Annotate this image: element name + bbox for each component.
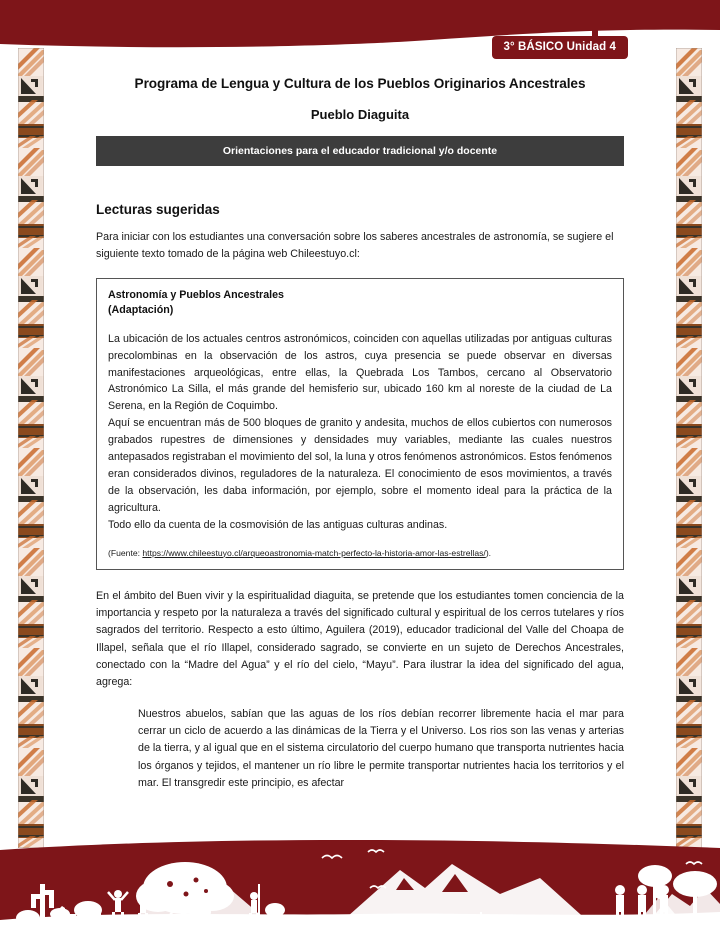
unit-badge: 3° BÁSICO Unidad 4 <box>492 36 628 59</box>
quote-paragraph: Nuestros abuelos, sabían que las aguas de los ríos debían recorrer libremente hacia el mar para cerrar un ciclo de acuerdo a las dinámicas de la Tierra y el Universo. Los rios son las venas y arterias de la tierra, y al igual que en el sistema circulatorio del cuerpo humano que transporta nutrientes hacia los órganos y tejidos, el mantener un río libre le permite transportar nutrientes hacia los territorios y el mar. El transgredir este principio, es afectar <box>138 707 624 789</box>
reading-box-title <box>108 288 612 319</box>
intro-paragraph: Para iniciar con los estudiantes una conversación sobre los saberes ancestrales de astronomía, se sugiere el siguiente texto tomado de la página web Chileestuyo.cl: <box>96 231 614 261</box>
reading-box-title-line1: Astronomía y Pueblos Ancestrales <box>108 288 285 301</box>
body-paragraph: En el ámbito del Buen vivir y la espiritualidad diaguita, se pretende que los estudiantes tomen conciencia de la importancia y respeto por la naturaleza a través del significado cultural y espiritual de los cerros tutelares y ríos sagrados del territorio. Respecto a esto último, Aguilera (2019), educador tradicional del Valle del Choapa de Illapel, señala que el río Illapel, considerado sagrado, se convierte en un sujeto de Derechos Ancestrales, conectado con la “Madre del Agua” y el río del cielo, “Mayu”. Para ilustrar la idea del significado del agua, agrega: <box>96 589 624 689</box>
reading-text-box <box>96 278 624 570</box>
bottom-scenery-band <box>0 836 720 932</box>
left-woven-border-pattern <box>18 48 44 848</box>
source-prefix: (Fuente: <box>108 547 143 558</box>
page-subtitle: Pueblo Diaguita <box>310 107 410 122</box>
reading-box-paragraph: La ubicación de los actuales centros astronómicos, coinciden con aquellas utilizadas por antiguas culturas precolombinas en la observación de los astros, cuya presencia se puede observar en diversas manifestaciones arqueológicas, entre ellas, la Quebrada Los Tambos, cercano al Observatorio Astronómico La Silla, el más grande del hemisferio sur, ubicado 160 km al noreste de la ciudad de La Serena, en la Región de Coquimbo. <box>108 332 612 413</box>
document-content <box>96 76 624 792</box>
page-title: Programa de Lengua y Cultura de los Pueblos Originarios Ancestrales <box>134 76 586 91</box>
reading-box-paragraph: Todo ello da cuenta de la cosmovisión de las antiguas culturas andinas. <box>108 518 448 531</box>
right-woven-border-pattern <box>676 48 702 848</box>
reading-box-title-line2: (Adaptación) <box>108 304 174 317</box>
source-suffix: ). <box>485 547 492 558</box>
orientation-banner: Orientaciones para el educador tradicional y/o docente <box>96 136 624 166</box>
reading-box-paragraph: Aquí se encuentran más de 500 bloques de granito y andesita, muchos de ellos cubiertos con numerosos grabados rupestres de dimensiones y densidades muy variables, mediante las cuales nuestros antepasados registraban el movimiento del sol, la luna y otros fenómenos astronómicos. Estos fenómenos eran considerados divinos, reguladores de la naturaleza. El conocimiento de esos movimientos, a través de la observación, les daba información, por ejemplo, sobre el momento ideal para la práctica de la agricultura. <box>108 417 612 514</box>
section-heading-lecturas: Lecturas sugeridas <box>96 202 220 217</box>
source-link[interactable]: https://www.chileestuyo.cl/arqueoastronomia-match-perfecto-la-historia-amor-las-estrellas/ <box>142 547 486 558</box>
reading-box-source <box>108 547 612 559</box>
